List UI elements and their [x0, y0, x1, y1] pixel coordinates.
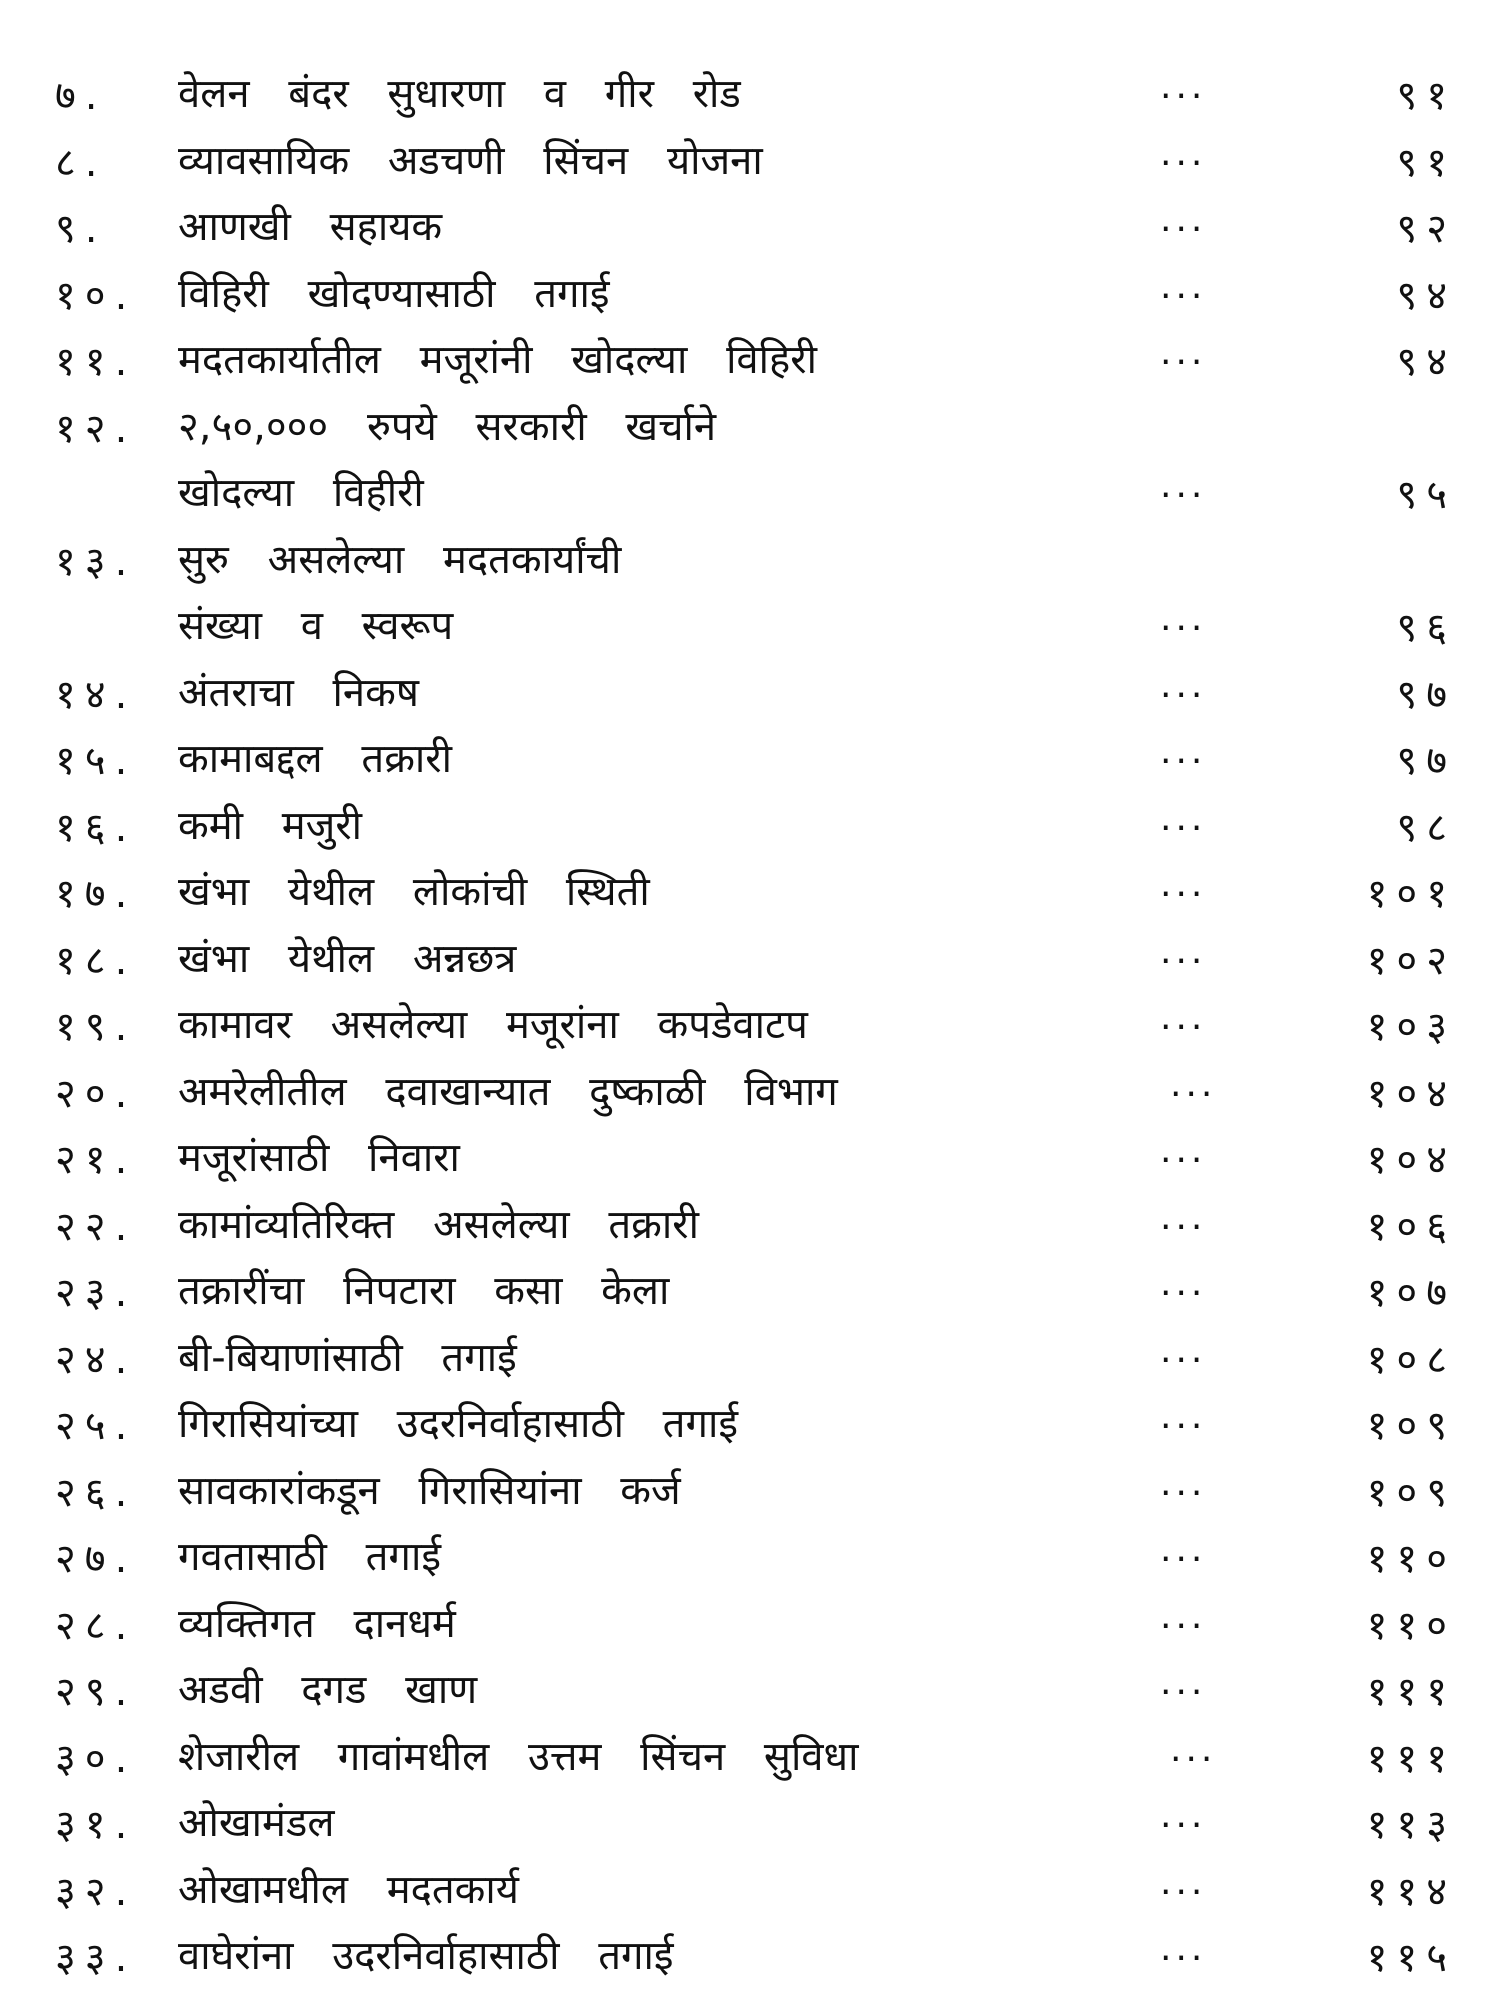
entry-page: १०२	[1366, 937, 1456, 984]
entry-leader: ...	[1160, 1396, 1207, 1437]
entry-number: ३२.	[55, 1868, 137, 1915]
toc-entry	[0, 923, 1500, 990]
entry-page: ९४	[1396, 339, 1456, 385]
entry-number: २८.	[55, 1602, 137, 1649]
entry-title: गिरासियांच्या उदरनिर्वाहासाठी तगाई	[178, 1401, 738, 1447]
entry-leader: ...	[1160, 1529, 1207, 1570]
entry-page: १०९	[1366, 1403, 1456, 1449]
entry-leader: ...	[1160, 864, 1207, 905]
entry-number: १९.	[55, 1004, 137, 1050]
entry-title: वाघेरांना उदरनिर्वाहासाठी तगाई	[178, 1933, 674, 1979]
entry-page: १०४	[1366, 1137, 1456, 1183]
toc-entry	[0, 1056, 1500, 1123]
entry-leader: ...	[1160, 66, 1207, 107]
entry-page: ९१	[1396, 139, 1456, 186]
toc-entry	[0, 723, 1500, 790]
entry-page: १०६	[1366, 1203, 1456, 1250]
entry-number: १४.	[55, 671, 137, 718]
entry-leader: ...	[1170, 1728, 1217, 1770]
entry-page: ९४	[1396, 272, 1456, 319]
entry-title: ओखामंडल	[178, 1800, 335, 1846]
entry-number: २२.	[55, 1203, 137, 1250]
entry-title: अडवी दगड खाण	[178, 1667, 478, 1713]
entry-leader: ...	[1160, 1196, 1207, 1238]
entry-leader: ...	[1160, 1263, 1207, 1304]
entry-title: व्यावसायिक अडचणी सिंचन योजना	[178, 137, 763, 184]
entry-number: २१.	[55, 1137, 137, 1183]
entry-leader: ...	[1160, 1795, 1207, 1836]
entry-page: ९१	[1396, 73, 1456, 119]
toc-entry	[0, 324, 1500, 391]
entry-number: ९.	[55, 206, 107, 252]
toc-entry	[0, 1920, 1500, 1987]
entry-page: ९२	[1396, 206, 1456, 252]
entry-title: बी-बियाणांसाठी तगाई	[178, 1334, 517, 1381]
entry-title: कामांव्यतिरिक्त असलेल्या तक्रारी	[178, 1201, 699, 1248]
entry-leader: ...	[1160, 1595, 1207, 1637]
entry-leader: ...	[1160, 731, 1207, 772]
entry-page: ९६	[1396, 605, 1456, 651]
table-of-contents	[0, 58, 1500, 1987]
entry-title: कमी मजुरी	[178, 802, 363, 849]
entry-page: १०९	[1366, 1469, 1456, 1516]
entry-leader: ...	[1160, 1130, 1207, 1171]
entry-leader: ...	[1160, 1329, 1207, 1371]
toc-entry	[0, 1255, 1500, 1322]
entry-title: शेजारील गावांमधील उत्तम सिंचन सुविधा	[178, 1733, 859, 1780]
entry-title: तक्रारींचा निपटारा कसा केला	[178, 1268, 670, 1314]
toc-entry	[0, 1122, 1500, 1189]
toc-entry	[0, 125, 1500, 192]
entry-title: खंभा येथील अन्नछत्र	[178, 935, 517, 982]
toc-entry	[0, 1455, 1500, 1522]
toc-entry-continuation	[0, 457, 1500, 524]
entry-leader: ...	[1160, 930, 1207, 972]
entry-leader: ...	[1160, 199, 1207, 240]
entry-title: ओखामधील मदतकार्य	[178, 1866, 519, 1913]
entry-page: ९८	[1396, 804, 1456, 851]
toc-entry	[0, 790, 1500, 857]
entry-title: गवतासाठी तगाई	[178, 1534, 441, 1580]
entry-page: ११३	[1366, 1802, 1456, 1848]
toc-entry	[0, 856, 1500, 923]
toc-entry	[0, 1322, 1500, 1389]
entry-number: ३३.	[55, 1935, 137, 1981]
entry-number: १७.	[55, 871, 137, 917]
entry-page: १०३	[1366, 1004, 1456, 1050]
entry-page: १११	[1366, 1735, 1456, 1782]
entry-number: २५.	[55, 1403, 137, 1449]
entry-number: १०.	[55, 272, 137, 319]
entry-title: मजूरांसाठी निवारा	[178, 1135, 460, 1181]
toc-entry	[0, 1388, 1500, 1455]
entry-title: कामाबद्दल तक्रारी	[178, 736, 452, 782]
toc-entry	[0, 1588, 1500, 1655]
entry-leader: ...	[1160, 1861, 1207, 1903]
toc-entry	[0, 58, 1500, 125]
entry-leader: ...	[1160, 1928, 1207, 1969]
toc-entry	[0, 657, 1500, 724]
entry-number: २७.	[55, 1536, 137, 1582]
entry-leader: ...	[1160, 997, 1207, 1038]
entry-title: अंतराचा निकष	[178, 669, 419, 716]
toc-entry	[0, 1854, 1500, 1921]
entry-title: आणखी सहायक	[178, 204, 443, 250]
toc-entry	[0, 391, 1500, 458]
entry-number: ३१.	[55, 1802, 137, 1848]
entry-page: ११५	[1366, 1935, 1456, 1981]
entry-page: १०८	[1366, 1336, 1456, 1383]
entry-page: १०७	[1366, 1270, 1456, 1316]
entry-number: १२.	[55, 405, 137, 452]
toc-entry	[0, 1721, 1500, 1788]
entry-page: ९५	[1396, 472, 1456, 518]
entry-leader: ...	[1170, 1063, 1217, 1105]
entry-page: ११४	[1366, 1868, 1456, 1915]
toc-entry	[0, 1189, 1500, 1256]
entry-number: १३.	[55, 538, 137, 585]
entry-number: ८.	[55, 139, 107, 186]
toc-entry	[0, 1521, 1500, 1588]
entry-page: ११०	[1366, 1536, 1456, 1582]
entry-page: ९७	[1396, 671, 1456, 718]
toc-entry	[0, 524, 1500, 591]
entry-page: १०४	[1366, 1070, 1456, 1117]
entry-leader: ...	[1160, 664, 1207, 706]
entry-number: २०.	[55, 1070, 137, 1117]
toc-entry	[0, 1654, 1500, 1721]
entry-title: संख्या व स्वरूप	[178, 603, 454, 649]
entry-title: वेलन बंदर सुधारणा व गीर रोड	[178, 71, 741, 117]
entry-title: खोदल्या विहीरी	[178, 470, 424, 516]
entry-page: १०१	[1366, 871, 1456, 917]
entry-title: व्यक्तिगत दानधर्म	[178, 1600, 456, 1647]
entry-leader: ...	[1160, 465, 1207, 506]
entry-leader: ...	[1160, 797, 1207, 839]
toc-entry	[0, 258, 1500, 325]
entry-leader: ...	[1160, 332, 1207, 373]
entry-number: २९.	[55, 1669, 137, 1715]
entry-title: खंभा येथील लोकांची स्थिती	[178, 869, 650, 915]
entry-page: ११०	[1366, 1602, 1456, 1649]
entry-title: सुरु असलेल्या मदतकार्यांची	[178, 536, 622, 583]
toc-entry	[0, 191, 1500, 258]
entry-number: २४.	[55, 1336, 137, 1383]
entry-number: ११.	[55, 339, 137, 385]
toc-entry	[0, 1787, 1500, 1854]
entry-title: मदतकार्यातील मजूरांनी खोदल्या विहिरी	[178, 337, 817, 383]
entry-number: २६.	[55, 1469, 137, 1516]
entry-number: १६.	[55, 804, 137, 851]
entry-title: २,५०,००० रुपये सरकारी खर्चाने	[178, 403, 717, 450]
entry-title: सावकारांकडून गिरासियांना कर्ज	[178, 1467, 681, 1514]
entry-leader: ...	[1160, 132, 1207, 174]
entry-leader: ...	[1160, 1662, 1207, 1703]
toc-entry	[0, 989, 1500, 1056]
entry-title: कामावर असलेल्या मजूरांना कपडेवाटप	[178, 1002, 808, 1048]
entry-leader: ...	[1160, 1462, 1207, 1504]
entry-title: विहिरी खोदण्यासाठी तगाई	[178, 270, 610, 317]
entry-title: अमरेलीतील दवाखान्यात दुष्काळी विभाग	[178, 1068, 838, 1115]
entry-page: ९७	[1396, 738, 1456, 784]
entry-number: ३०.	[55, 1735, 137, 1782]
entry-number: १५.	[55, 738, 137, 784]
entry-leader: ...	[1160, 598, 1207, 639]
entry-number: १८.	[55, 937, 137, 984]
entry-number: ७.	[55, 73, 107, 119]
toc-entry-continuation	[0, 590, 1500, 657]
entry-number: २३.	[55, 1270, 137, 1316]
entry-leader: ...	[1160, 265, 1207, 307]
entry-page: १११	[1366, 1669, 1456, 1715]
